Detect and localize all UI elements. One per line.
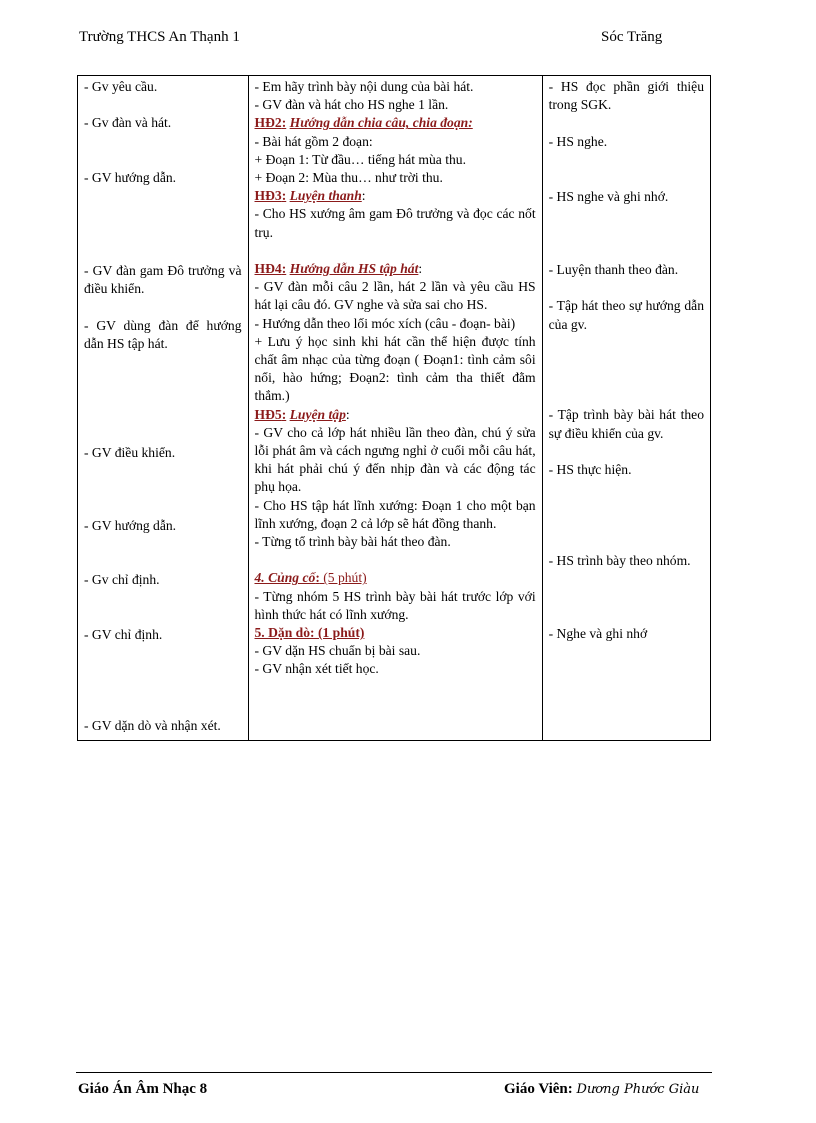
list-item: - HS trình bày theo nhóm.: [548, 553, 691, 569]
list-item: - Từng nhóm 5 HS trình bày bài hát trước lớp với hình thức hát có lĩnh xướng.: [254, 588, 536, 622]
list-item: - Gv đàn và hát.: [84, 115, 172, 131]
activity-heading: HĐ4: Hướng dẫn HS tập hát:: [254, 261, 423, 277]
list-item: - HS thực hiện.: [548, 462, 632, 478]
list-item: - GV dùng đàn để hướng dẫn HS tập hát.: [84, 317, 242, 351]
list-item: + Đoạn 1: Từ đầu… tiếng hát mùa thu.: [254, 151, 466, 167]
activity-heading: HĐ5: Luyện tập:: [254, 406, 350, 422]
list-item: - Luyện thanh theo đàn.: [548, 261, 679, 277]
section-time: (5 phút): [319, 570, 367, 586]
teacher-signature: Dương Phước Giàu: [576, 1082, 700, 1097]
list-item: - Cho HS tập hát lĩnh xướng: Đoạn 1 cho một bạn lĩnh xướng, đoạn 2 cả lớp sẽ hát đồng thanh.: [254, 497, 536, 531]
list-item: - GV chỉ định.: [84, 626, 163, 642]
content-column: [248, 76, 542, 741]
list-item: - GV dặn HS chuẩn bị bài sau.: [254, 643, 421, 659]
section-heading: [255, 624, 536, 642]
section-title: 4. Củng cố: [254, 570, 316, 586]
section-title: 5. Dặn dò: (1 phút): [254, 625, 365, 641]
list-item: - GV hướng dẫn.: [84, 169, 177, 185]
footer-teacher: [504, 1081, 699, 1098]
list-item: - HS đọc phần giới thiệu trong SGK.: [548, 79, 704, 113]
section-heading: 4. Củng cố: (5 phút): [254, 570, 367, 586]
table-row: [78, 76, 711, 741]
list-item: - HS nghe.: [548, 133, 608, 149]
list-item: - Gv chỉ định.: [84, 572, 160, 588]
list-item: - Nghe và ghi nhớ: [548, 625, 648, 641]
activity-label: HĐ5: [254, 406, 282, 422]
list-item: - GV dặn dò và nhận xét.: [84, 717, 221, 733]
student-column: [542, 76, 710, 741]
list-item: - GV hướng dẫn.: [84, 517, 177, 533]
list-item: - Bài hát gồm 2 đoạn:: [254, 133, 373, 149]
list-item: - HS nghe và ghi nhớ.: [548, 189, 669, 205]
list-item: - Gv yêu cầu.: [84, 79, 158, 94]
list-item: - Tập trình bày bài hát theo sự điều khiển của gv.: [548, 407, 704, 441]
list-item: - GV cho cả lớp hát nhiều lần theo đàn, chú ý sửa lỗi phát âm và cách ngưng nghỉ ở cuối mỗi câu hát, khi hát phải chú ý đến nhịp đàn và các động tác phụ họa.: [254, 424, 536, 495]
activity-label: HĐ2: [254, 115, 282, 131]
activity-label: HĐ3: [254, 188, 282, 204]
activity-title: Hướng dẫn HS tập hát: [289, 261, 419, 277]
list-item: - Từng tổ trình bày bài hát theo đàn.: [254, 534, 451, 550]
activity-title: Hướng dẫn chia câu, chia đoạn:: [289, 115, 473, 131]
footer-title: Giáo Án Âm Nhạc 8: [78, 1081, 208, 1097]
activity-heading: HĐ2: Hướng dẫn chia câu, chia đoạn:: [254, 115, 473, 131]
list-item: + Đoạn 2: Mùa thu… như trời thu.: [254, 170, 443, 186]
list-item: - GV đàn mỗi câu 2 lần, hát 2 lần và yêu cầu HS hát lại câu đó. GV nghe và sửa sai cho HS.: [254, 279, 536, 313]
footer-divider: [76, 1072, 712, 1073]
activity-heading: HĐ3: Luyện thanh:: [254, 188, 366, 204]
list-item: - GV đàn gam Đô trưởng và điều khiển.: [84, 262, 242, 297]
lesson-table: [77, 75, 711, 741]
teacher-label: Giáo Viên:: [504, 1081, 573, 1097]
activity-label: HĐ4: [254, 261, 282, 277]
list-item: - Cho HS xướng âm gam Đô trưởng và đọc các nốt trụ.: [254, 206, 536, 240]
list-item: - GV nhận xét tiết học.: [254, 661, 379, 677]
teacher-column: [78, 76, 249, 741]
list-item: - Hướng dẫn theo lối móc xích (câu - đoạn- bài): [254, 315, 516, 331]
list-item: + Lưu ý học sinh khi hát cần thể hiện được tính chất âm nhạc của từng đoạn ( Đoạn1: tình cảm sôi nổi, hào hứng; Đoạn2: tình cảm tha thiết đằm thắm.): [254, 333, 536, 404]
list-item: - GV điều khiển.: [84, 444, 176, 460]
header-school: Trường THCS An Thạnh 1: [79, 29, 240, 45]
activity-title: Luyện tập: [289, 406, 346, 422]
list-item: - GV đàn và hát cho HS nghe 1 lần.: [254, 97, 449, 113]
list-item: - Tập hát theo sự hướng dẫn của gv.: [548, 298, 704, 332]
header-province: Sóc Trăng: [601, 29, 663, 45]
activity-title: Luyện thanh: [289, 188, 362, 204]
list-item: - Em hãy trình bày nội dung của bài hát.: [254, 79, 474, 94]
